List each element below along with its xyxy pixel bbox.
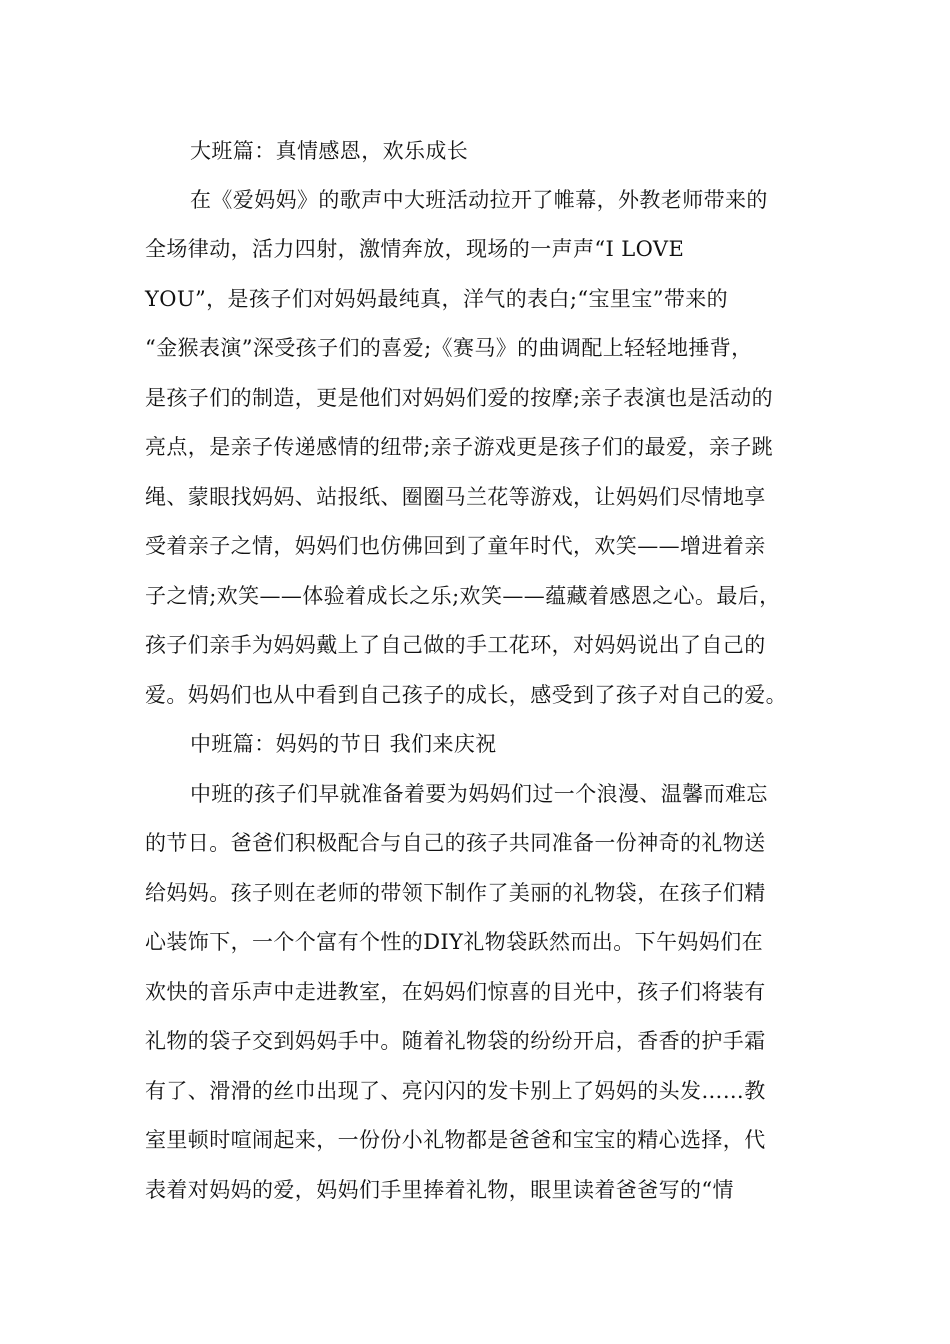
paragraph-line: 是孩子们的制造，更是他们对妈妈们爱的按摩;亲子表演也是活动的 (145, 386, 774, 410)
paragraph-line: YOU”，是孩子们对妈妈最纯真，洋气的表白;“宝里宝”带来的 (145, 287, 729, 311)
paragraph-line: 孩子们亲手为妈妈戴上了自己做的手工花环，对妈妈说出了自己的 (145, 633, 766, 657)
paragraph-line: 给妈妈。孩子则在老师的带领下制作了美丽的礼物袋，在孩子们精 (145, 881, 766, 905)
paragraph-line: 绳、蒙眼找妈妈、站报纸、圈圈马兰花等游戏，让妈妈们尽情地享 (145, 485, 766, 509)
section-heading-senior-class: 大班篇：真情感恩，欢乐成长 (190, 139, 469, 163)
paragraph-line: 中班的孩子们早就准备着要为妈妈们过一个浪漫、温馨而难忘 (190, 782, 768, 806)
paragraph-line: 欢快的音乐声中走进教室，在妈妈们惊喜的目光中，孩子们将装有 (145, 980, 766, 1004)
section-heading-middle-class: 中班篇：妈妈的节日 我们来庆祝 (190, 732, 497, 756)
paragraph-line: “金猴表演”深受孩子们的喜爱;《赛马》的曲调配上轻轻地捶背， (145, 336, 753, 360)
paragraph-line: 子之情;欢笑——体验着成长之乐;欢笑——蕴藏着感恩之心。最后， (145, 584, 781, 608)
paragraph-line: 心装饰下，一个个富有个性的DIY礼物袋跃然而出。下午妈妈们在 (145, 930, 763, 954)
paragraph-line: 爱。妈妈们也从中看到自己孩子的成长，感受到了孩子对自己的爱。 (145, 683, 787, 707)
paragraph-line: 的节日。爸爸们积极配合与自己的孩子共同准备一份神奇的礼物送 (145, 831, 766, 855)
paragraph-line: 受着亲子之情，妈妈们也仿佛回到了童年时代，欢笑——增进着亲 (145, 534, 766, 558)
paragraph-line: 礼物的袋子交到妈妈手中。随着礼物袋的纷纷开启，香香的护手霜 (145, 1029, 766, 1053)
paragraph-line: 亮点，是亲子传递感情的纽带;亲子游戏更是孩子们的最爱，亲子跳 (145, 435, 774, 459)
paragraph-line: 室里顿时喧闹起来，一份份小礼物都是爸爸和宝宝的精心选择，代 (145, 1128, 766, 1152)
paragraph-line: 有了、滑滑的丝巾出现了、亮闪闪的发卡别上了妈妈的头发……教 (145, 1079, 766, 1103)
paragraph-line: 全场律动，活力四射，激情奔放，现场的一声声“I LOVE (145, 237, 685, 261)
paragraph-line: 在《爱妈妈》的歌声中大班活动拉开了帷幕，外教老师带来的 (190, 188, 768, 212)
paragraph-line: 表着对妈妈的爱，妈妈们手里捧着礼物，眼里读着爸爸写的“情 (145, 1178, 734, 1202)
